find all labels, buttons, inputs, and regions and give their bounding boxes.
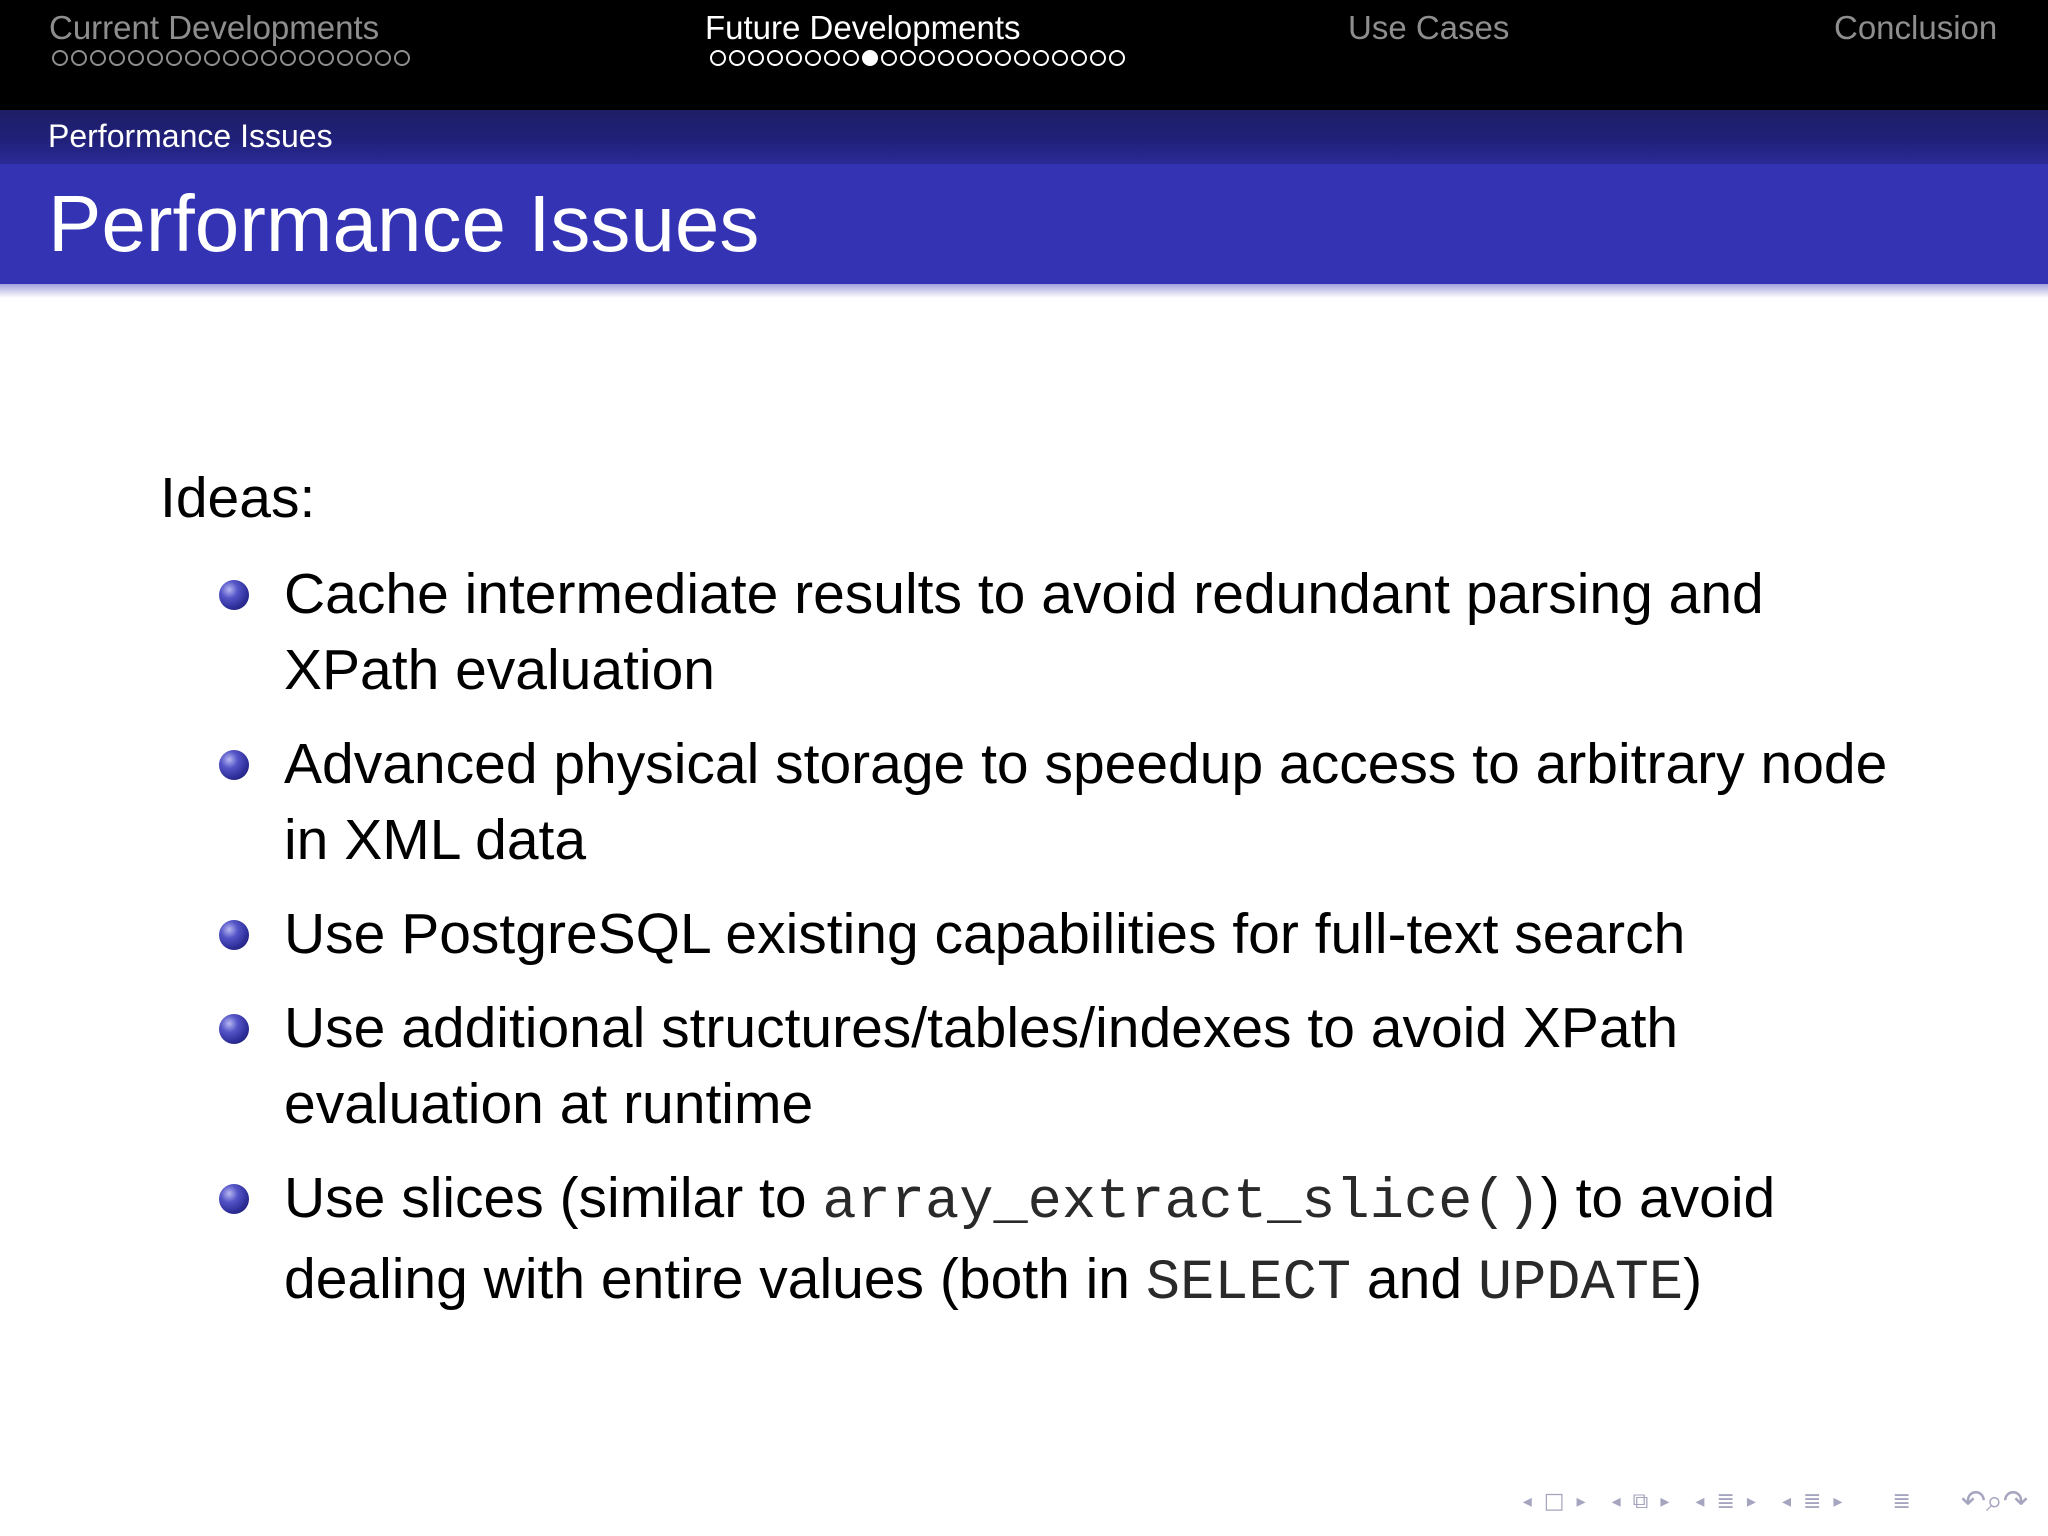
code-text: array_extract_slice() <box>822 1171 1541 1235</box>
subsection-next-icon[interactable]: ▸ <box>1746 1491 1756 1512</box>
ball-icon <box>219 1184 249 1214</box>
nav-dot[interactable] <box>843 50 859 66</box>
nav-dots-future-developments <box>710 50 1125 66</box>
back-icon[interactable]: ↶ <box>1960 1484 1987 1519</box>
list-item <box>216 1160 1916 1322</box>
frame-icon[interactable]: ⧉ <box>1632 1489 1649 1514</box>
nav-dot[interactable] <box>786 50 802 66</box>
nav-dot[interactable] <box>995 50 1011 66</box>
nav-dot[interactable] <box>881 50 897 66</box>
nav-dot[interactable] <box>805 50 821 66</box>
bullet-text: ) to avoid dealing with entire values (both in <box>284 1166 1776 1311</box>
slide-icon[interactable]: □ <box>1543 1489 1565 1514</box>
nav-dot[interactable] <box>261 50 277 66</box>
list-item <box>216 556 1916 708</box>
bullet-text: Use slices (similar to <box>284 1166 823 1230</box>
frame-title: Performance Issues <box>48 179 760 268</box>
nav-dot[interactable] <box>375 50 391 66</box>
subsection-icon[interactable]: ≣ <box>1716 1489 1735 1514</box>
nav-section-label[interactable]: Use Cases <box>1348 9 1510 46</box>
beamer-navigation-symbols <box>1522 1484 2028 1519</box>
nav-dot[interactable] <box>957 50 973 66</box>
nav-dot-current[interactable] <box>862 50 878 66</box>
nav-dot[interactable] <box>900 50 916 66</box>
nav-dot[interactable] <box>394 50 410 66</box>
nav-dot[interactable] <box>280 50 296 66</box>
section-navigation-bar <box>0 0 2048 110</box>
nav-dot[interactable] <box>1109 50 1125 66</box>
nav-section-conclusion[interactable] <box>1834 8 1997 48</box>
nav-dot[interactable] <box>1090 50 1106 66</box>
nav-dot[interactable] <box>1033 50 1049 66</box>
nav-dots-current-developments <box>52 50 410 66</box>
nav-dot[interactable] <box>1052 50 1068 66</box>
bullet-text: Use PostgreSQL existing capabilities for full-text search <box>284 902 1686 966</box>
search-icon[interactable]: ⌕ <box>1986 1484 2003 1519</box>
frame-title-bar <box>0 164 2048 284</box>
nav-dot[interactable] <box>223 50 239 66</box>
list-item <box>216 726 1916 878</box>
nav-dot[interactable] <box>299 50 315 66</box>
ideas-heading: Ideas: <box>160 466 316 530</box>
slide-prev-icon[interactable]: ◂ <box>1522 1491 1532 1512</box>
nav-section-label[interactable]: Conclusion <box>1834 9 1998 46</box>
idea-list <box>216 556 1916 1340</box>
nav-dot[interactable] <box>90 50 106 66</box>
document-icon[interactable]: ≣ <box>1892 1489 1911 1514</box>
ball-icon <box>219 750 249 780</box>
bullet-text: and <box>1351 1247 1478 1311</box>
nav-section-label[interactable]: Current Developments <box>49 9 380 46</box>
nav-dot[interactable] <box>337 50 353 66</box>
nav-dot[interactable] <box>976 50 992 66</box>
nav-dot[interactable] <box>147 50 163 66</box>
nav-dot[interactable] <box>242 50 258 66</box>
nav-dot[interactable] <box>185 50 201 66</box>
section-icon[interactable]: ≣ <box>1802 1489 1822 1514</box>
nav-dot[interactable] <box>767 50 783 66</box>
nav-dot[interactable] <box>710 50 726 66</box>
section-prev-icon[interactable]: ◂ <box>1781 1491 1791 1512</box>
nav-section-current-developments[interactable] <box>49 8 379 48</box>
subsection-prev-icon[interactable]: ◂ <box>1695 1491 1705 1512</box>
nav-dot[interactable] <box>919 50 935 66</box>
ball-icon <box>219 920 249 950</box>
nav-dot[interactable] <box>729 50 745 66</box>
nav-dot[interactable] <box>1014 50 1030 66</box>
subsection-bar <box>0 110 2048 164</box>
nav-dot[interactable] <box>166 50 182 66</box>
bullet-text: ) <box>1683 1247 1703 1311</box>
bullet-text: Cache intermediate results to avoid redundant parsing and XPath evaluation <box>284 562 1764 702</box>
ball-icon <box>219 580 249 610</box>
frame-prev-icon[interactable]: ◂ <box>1611 1491 1621 1512</box>
slide-next-icon[interactable]: ▸ <box>1576 1491 1586 1512</box>
nav-dot[interactable] <box>1071 50 1087 66</box>
nav-dot[interactable] <box>109 50 125 66</box>
nav-dot[interactable] <box>204 50 220 66</box>
ball-icon <box>219 1014 249 1044</box>
nav-dot[interactable] <box>128 50 144 66</box>
section-next-icon[interactable]: ▸ <box>1833 1491 1843 1512</box>
bullet-text: Advanced physical storage to speedup access to arbitrary node in XML data <box>284 732 1888 872</box>
nav-dot[interactable] <box>938 50 954 66</box>
nav-section-future-developments[interactable] <box>705 8 1020 48</box>
nav-dot[interactable] <box>824 50 840 66</box>
list-item <box>216 990 1916 1142</box>
frame-next-icon[interactable]: ▸ <box>1660 1491 1670 1512</box>
nav-dot[interactable] <box>356 50 372 66</box>
bullet-text: Use additional structures/tables/indexes to avoid XPath evaluation at runtime <box>284 996 1679 1136</box>
nav-dot[interactable] <box>52 50 68 66</box>
nav-section-use-cases[interactable] <box>1348 8 1509 48</box>
code-text: SELECT <box>1145 1252 1352 1316</box>
nav-dot[interactable] <box>748 50 764 66</box>
list-item <box>216 896 1916 972</box>
code-text: UPDATE <box>1477 1252 1684 1316</box>
forward-icon[interactable]: ↷ <box>2002 1484 2028 1519</box>
nav-dot[interactable] <box>318 50 334 66</box>
nav-section-label[interactable]: Future Developments <box>705 9 1021 46</box>
nav-dot[interactable] <box>71 50 87 66</box>
subsection-title[interactable]: Performance Issues <box>48 118 333 154</box>
